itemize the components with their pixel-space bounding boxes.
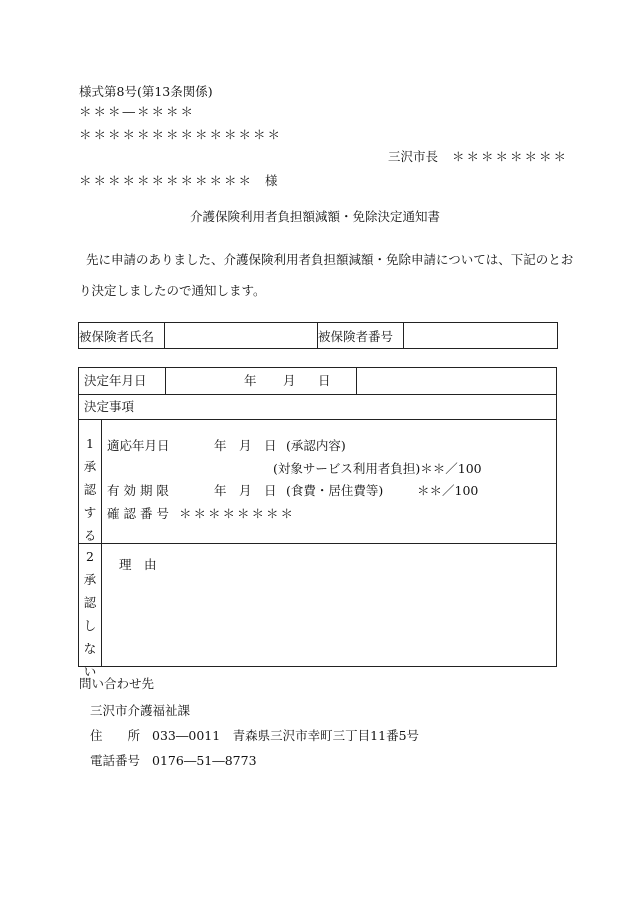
decision-date-month: 月 bbox=[283, 373, 296, 388]
approve-char-4: る bbox=[83, 528, 97, 543]
document-title: 介護保険利用者負担額減額・免除決定通知書 bbox=[189, 209, 440, 224]
issuer-title: 三沢市長 bbox=[388, 149, 439, 164]
issue-date: ＊＊＊＊＊＊＊＊＊＊＊＊＊＊ bbox=[79, 127, 283, 142]
contact-heading: 問い合わせ先 bbox=[79, 676, 155, 691]
contact-address bbox=[90, 728, 419, 744]
meal-burden: (食費・居住費等) bbox=[286, 483, 384, 498]
document-number: ＊＊＊―＊＊＊＊ bbox=[79, 104, 196, 119]
divider bbox=[79, 419, 556, 420]
approval-content: (承認内容) bbox=[286, 438, 346, 453]
insured-number-label: 被保険者番号 bbox=[318, 323, 404, 349]
approve-char-3: す bbox=[83, 505, 97, 520]
divider bbox=[165, 368, 166, 394]
reject-char-3: し bbox=[83, 618, 97, 633]
validity-label: 有 効 期 限 bbox=[107, 483, 169, 498]
insured-number-value[interactable] bbox=[404, 323, 558, 349]
decision-box bbox=[78, 367, 557, 679]
address-label: 住 所 bbox=[90, 728, 141, 743]
divider bbox=[356, 368, 357, 394]
reason-label: 理 由 bbox=[119, 557, 157, 572]
decision-date-label: 決定年月日 bbox=[84, 373, 147, 388]
insured-name-value[interactable] bbox=[165, 323, 318, 349]
reject-number: 2 bbox=[86, 549, 94, 564]
decision-date-day: 日 bbox=[318, 373, 331, 388]
reject-char-4: な bbox=[83, 641, 97, 656]
body-text-line-1: 先に申請のありました、介護保険利用者負担額減額・免除申請については、下記のとお bbox=[86, 252, 574, 267]
reject-char-5: い bbox=[83, 664, 97, 679]
insured-table bbox=[78, 322, 558, 349]
honorific: 様 bbox=[265, 173, 278, 188]
meal-burden-value: ＊＊／100 bbox=[417, 483, 479, 498]
decision-matters-label: 決定事項 bbox=[84, 399, 135, 414]
approve-number: 1 bbox=[86, 436, 94, 451]
phone-value: 0176―51―8773 bbox=[152, 753, 257, 768]
addressee bbox=[79, 173, 278, 189]
reject-char-1: 承 bbox=[83, 572, 97, 587]
decision-date-year: 年 bbox=[244, 373, 257, 388]
divider bbox=[79, 394, 556, 395]
contact-phone bbox=[90, 753, 257, 769]
approve-char-2: 認 bbox=[83, 482, 97, 497]
addressee-name: ＊＊＊＊＊＊＊＊＊＊＊＊ bbox=[79, 173, 254, 188]
insured-name-label: 被保険者氏名 bbox=[79, 323, 165, 349]
body-text-line-2: り決定しましたので通知します。 bbox=[79, 283, 266, 298]
effective-date-label: 適応年月日 bbox=[107, 438, 170, 453]
approve-char-1: 承 bbox=[83, 459, 97, 474]
effective-date-ymd: 年 月 日 bbox=[214, 438, 277, 453]
issuer-name: ＊＊＊＊＊＊＊＊ bbox=[452, 149, 569, 164]
contact-department: 三沢市介護福祉課 bbox=[90, 703, 191, 718]
divider bbox=[79, 543, 556, 544]
phone-label: 電話番号 bbox=[90, 753, 141, 768]
reject-vertical-label bbox=[79, 545, 101, 683]
approve-vertical-label bbox=[79, 432, 101, 547]
confirm-label: 確 認 番 号 bbox=[107, 506, 169, 521]
validity-ymd: 年 月 日 bbox=[214, 483, 277, 498]
issuer bbox=[388, 149, 568, 165]
confirm-value: ＊＊＊＊＊＊＊＊ bbox=[179, 506, 296, 521]
reject-char-2: 認 bbox=[83, 595, 97, 610]
address-value: 033―0011 青森県三沢市幸町三丁目11番5号 bbox=[152, 728, 420, 743]
form-number: 様式第8号(第13条関係) bbox=[79, 84, 213, 99]
service-burden: (対象サービス利用者負担)＊＊／100 bbox=[273, 461, 482, 476]
